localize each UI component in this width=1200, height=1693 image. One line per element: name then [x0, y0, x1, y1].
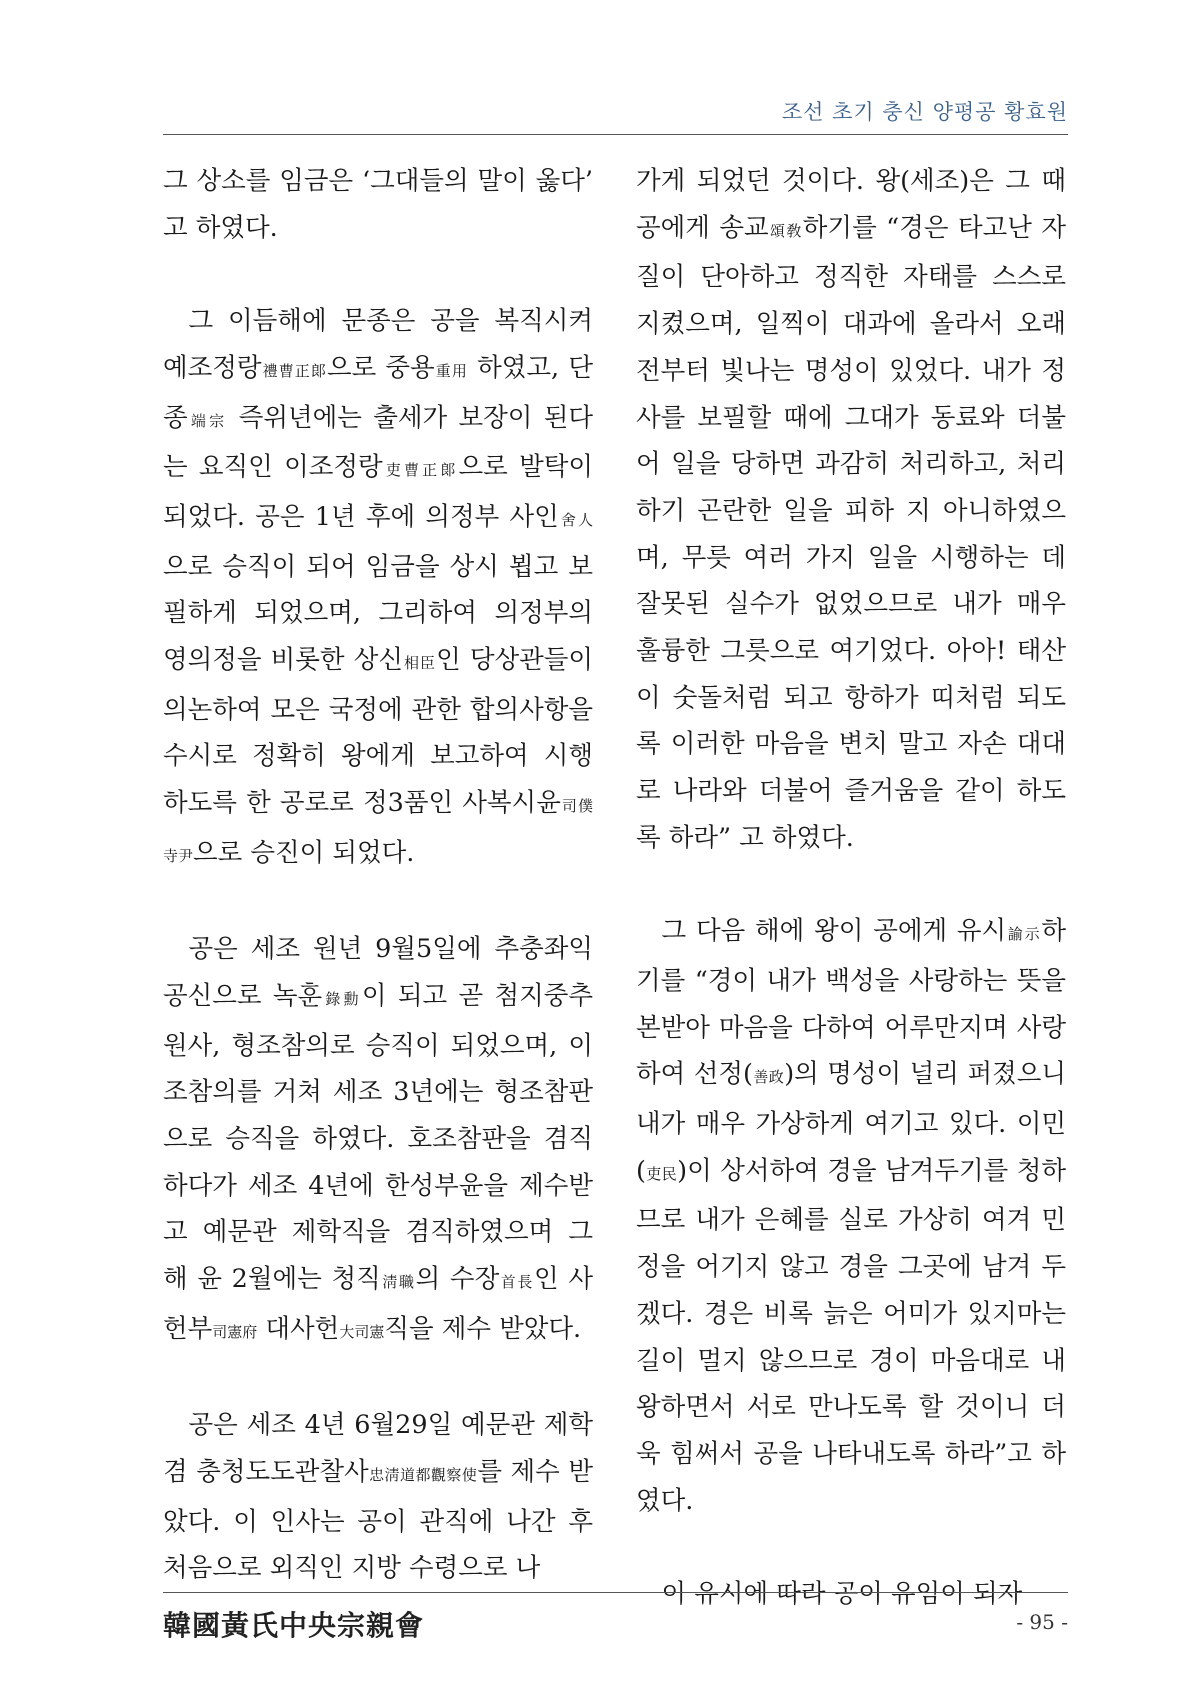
- paragraph-gap: [163, 880, 593, 927]
- hanja-annotation: 相臣: [402, 654, 437, 673]
- hanja-annotation: 吏民: [645, 1164, 678, 1183]
- body-text: 대사헌: [257, 1313, 340, 1344]
- hanja-annotation: 大司憲: [339, 1322, 385, 1341]
- hanja-annotation: 舍人: [558, 510, 593, 529]
- page-header-title: 조선 초기 충신 양평공 황효원: [781, 100, 1068, 124]
- paragraph-gap: [636, 1524, 1066, 1571]
- body-text: 인 사헌부: [163, 1264, 593, 1344]
- paragraph-gap: [636, 862, 1066, 909]
- body-text: 가게 되었던 것이다. 왕(세조)은 그 때 공에게 송교: [636, 166, 1066, 243]
- body-text: 하기를 “경이 내가 백성을 사랑하는 뜻을 본받아 마음을 다하여 어루만지며 사랑하여 선정(: [636, 916, 1066, 1090]
- body-paragraph: [163, 298, 593, 879]
- hanja-annotation: 善政: [752, 1068, 785, 1087]
- body-paragraph: [163, 1402, 593, 1592]
- body-text: 그 다음 해에 왕이 공에게 유시: [661, 916, 1007, 947]
- right-column: [636, 158, 1066, 1618]
- body-text: 으로 발탁이 되었다. 공은 1년 후에 의정부 사인: [163, 452, 593, 532]
- body-text: 즉위년에는 출세가 보장이 된다는 요직인 이조정랑: [163, 402, 593, 483]
- body-text: 를 제수 받았다. 이 인사는 공이 관직에 나간 후 처음으로 외직인 지방 수령으로 나: [163, 1456, 593, 1584]
- hanja-annotation: 重用: [434, 361, 468, 380]
- hanja-annotation: 頌敎: [768, 221, 803, 240]
- body-text: )의 명성이 널리 퍼졌으니 내가 매우 가상하게 여기고 있다. 이민(: [636, 1059, 1066, 1186]
- body-text: 으로 중용: [326, 352, 435, 383]
- body-paragraph: [163, 158, 593, 251]
- body-text: 하였고, 단종: [163, 352, 593, 433]
- body-text: 하기를 “경은 타고난 자질이 단아하고 정직한 자태를 스스로 지켰으며, 일찍이 대과에 올라서 오래 전부터 빛나는 명성이 있었다. 내가 정사를 보필할 때에 그대가 동료와 더불어 일을 당하면 과감히 처리하고, 처리하기 곤란한 일을 피하 지 아니하였으며, 무릇 여러 가지 일을 시행하는 데 잘못된 실수가 없었으므로 내가 매우 훌륭한 그릇으로 여기었다. 아아! 태산이 숫돌처럼 되고 항하가 띠처럼 되도록 이러한 마음을 변치 말고 자손 대대로 나라와 더불어 즐거움을 같이 하도록 하라” 고 하였다.: [636, 212, 1066, 853]
- body-paragraph: [636, 158, 1066, 862]
- body-paragraph: [636, 908, 1066, 1524]
- body-text: 이 유시에 따라 공이 유임이 되자: [661, 1579, 1023, 1610]
- body-paragraph: [636, 1571, 1066, 1618]
- hanja-annotation: 錄勳: [322, 989, 362, 1008]
- hanja-annotation: 司僕寺尹: [163, 797, 593, 865]
- hanja-annotation: 忠淸道都觀察使: [368, 1465, 478, 1484]
- body-text: 공은 세조 원년 9월5일에 추충좌익공신으로 녹훈: [163, 934, 593, 1011]
- publisher-logo: 韓國黃氏中央宗親會: [163, 1609, 425, 1642]
- body-text: 직을 제수 받았다.: [384, 1313, 582, 1344]
- hanja-annotation: 首長: [499, 1273, 535, 1292]
- hanja-annotation: 司憲府: [212, 1322, 258, 1341]
- hanja-annotation: 吏曹正郞: [382, 461, 459, 480]
- body-paragraph: [163, 926, 593, 1355]
- hanja-annotation: 諭示: [1006, 925, 1042, 944]
- body-text: )이 상서하여 경을 남겨두기를 청하므로 내가 은혜를 실로 가상히 여겨 민정을 어기지 않고 경을 그곳에 남겨 두겠다. 경은 비록 늙은 어미가 있지마는 길이 멀지 않으므로 경이 마음대로 내왕하면서 서로 만나도록 할 것이니 더욱 힘써서 공을 나타내도록 하라”고 하였다.: [636, 1155, 1066, 1516]
- paragraph-gap: [163, 1356, 593, 1403]
- body-text: 으로 승진이 되었다.: [193, 837, 415, 868]
- footer-divider: [163, 1592, 1068, 1593]
- body-text: 그 이듬해에 문종은 공을 복직시켜 예조정랑: [163, 306, 593, 383]
- hanja-annotation: 禮曹正郞: [261, 361, 327, 380]
- body-text: 의 수장: [415, 1264, 500, 1295]
- body-text: 공은 세조 4년 6월29일 예문관 제학 겸 충청도도관찰사: [163, 1410, 593, 1487]
- body-text: 그 상소를 임금은 ‘그대들의 말이 옳다’ 고 하였다.: [163, 166, 593, 243]
- hanja-annotation: 淸職: [380, 1273, 416, 1292]
- body-text: 으로 승직이 되어 임금을 상시 뵙고 보필하게 되었으며, 그리하여 의정부의 영의정을 비롯한 상신: [163, 551, 593, 676]
- left-column: [163, 158, 593, 1592]
- body-text: 인 당상관들이 의논하여 모은 국정에 관한 합의사항을 수시로 정확히 왕에게 보고하여 시행 하도륵 한 공로로 정3품인 사복시윤: [163, 645, 593, 819]
- paragraph-gap: [163, 251, 593, 298]
- page-number: - 95 -: [1016, 1610, 1068, 1634]
- header-divider: [163, 134, 1068, 135]
- hanja-annotation: 端宗: [187, 411, 228, 430]
- body-text: 이 되고 곧 첨지중추원사, 형조참의로 승직이 되었으며, 이조참의를 거쳐 세조 3년에는 형조참판으로 승직을 하였다. 호조참판을 겸직하다가 세조 4년에 한성부윤을 제수받고 예문관 제학직을 겸직하였으며 그 해 윤 2월에는 청직: [163, 980, 593, 1295]
